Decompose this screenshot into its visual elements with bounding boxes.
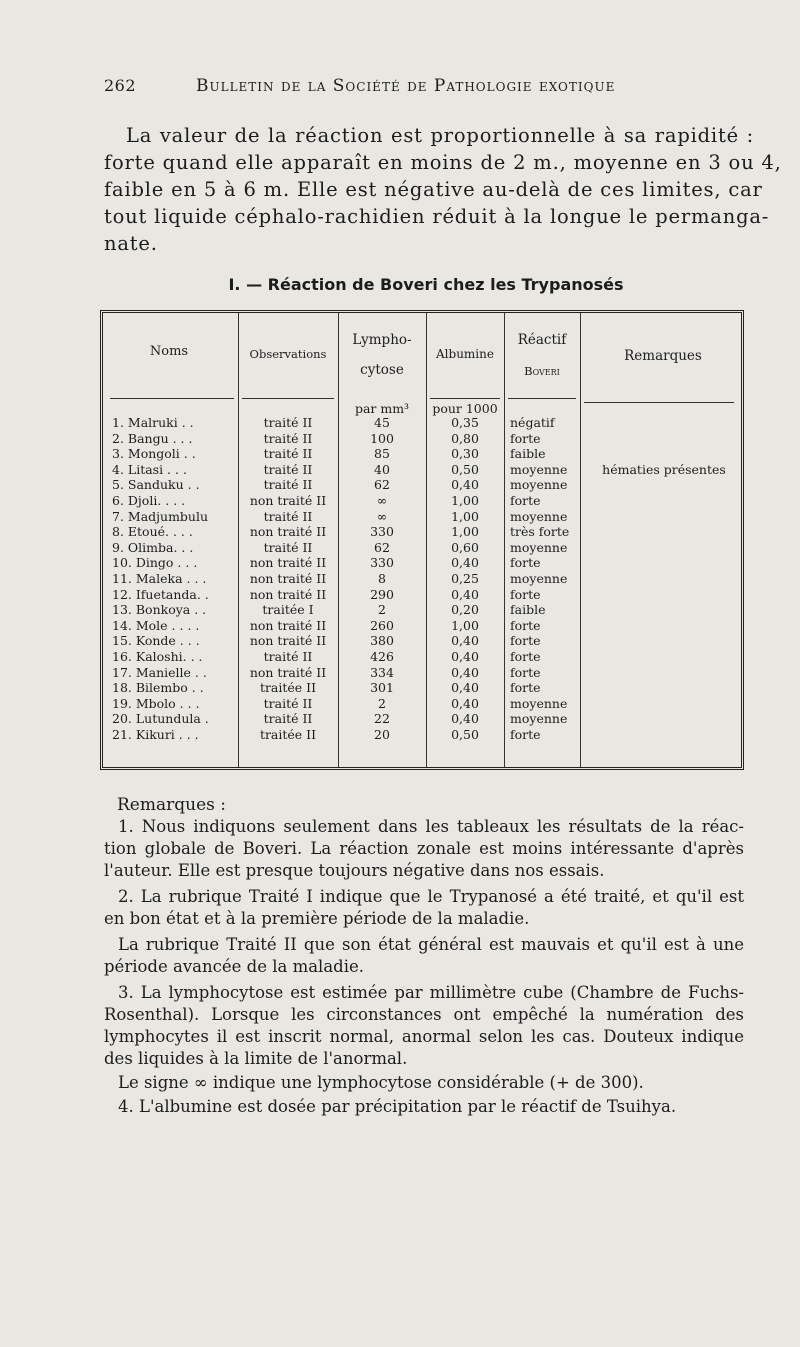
cell-lymphocytose: 62 <box>374 477 390 493</box>
cell-lymphocytose: 290 <box>370 586 394 602</box>
header-noms: Noms <box>149 344 189 359</box>
intro-line: faible en 5 à 6 m. Elle est négative au-delà de ces limites, car <box>104 178 763 201</box>
cell-albumine: 1,00 <box>451 508 479 524</box>
table-row <box>100 446 746 462</box>
intro-line: tout liquide céphalo-rachidien réduit à la longue le permanga- <box>104 205 770 228</box>
note-3 <box>104 982 744 1070</box>
cell-albumine: 0,40 <box>451 711 479 727</box>
table-row <box>100 571 746 587</box>
cell-albumine: 0,40 <box>451 633 479 649</box>
cell-observation: non traité II <box>249 664 327 680</box>
table-row <box>100 680 746 696</box>
cell-reactif: forte <box>510 617 541 633</box>
cell-lymphocytose: 334 <box>370 664 394 680</box>
cell-reactif: très forte <box>510 524 570 540</box>
cell-observation: traité II <box>263 430 313 446</box>
remarques-title: Remarques : <box>117 795 226 815</box>
cell-lymphocytose: 380 <box>370 633 394 649</box>
note-line: La rubrique Traité II que son état général est mauvais et qu'il est à une <box>118 935 744 954</box>
table-row <box>100 618 746 634</box>
cell-lymphocytose: 330 <box>370 524 394 540</box>
note-line: Le signe ∞ indique une lymphocytose considérable (+ de 300). <box>118 1073 644 1092</box>
cell-reactif: moyenne <box>510 461 568 477</box>
unit-albumine: pour 1000 <box>432 401 498 416</box>
note-line: en bon état et à la première période de la maladie. <box>104 909 530 928</box>
cell-lymphocytose: 2 <box>378 695 386 711</box>
cell-albumine: 0,50 <box>451 461 479 477</box>
cell-nom: 15. Konde . . . <box>112 633 200 649</box>
cell-lymphocytose: 20 <box>374 727 390 742</box>
cell-observation: traitée I <box>262 602 314 618</box>
cell-remarques: hématies présentes <box>602 461 726 477</box>
table-row <box>100 711 746 727</box>
note-line: 1. Nous indiquons seulement dans les tableaux les résultats de la réac- <box>118 817 744 836</box>
cell-nom: 21. Kikuri . . . <box>112 727 199 742</box>
cell-observation: traitée II <box>259 680 317 696</box>
note-line: 4. L'albumine est dosée par précipitation par le réactif de Tsuihya. <box>118 1097 677 1116</box>
table-row <box>100 649 746 665</box>
cell-reactif: forte <box>510 727 541 742</box>
cell-nom: 13. Bonkoya . . <box>112 602 207 618</box>
table-row <box>100 462 746 478</box>
cell-albumine: 0,40 <box>451 555 479 571</box>
cell-reactif: moyenne <box>510 539 568 555</box>
cell-lymphocytose: 45 <box>374 415 390 430</box>
cell-nom: 1. Malruki . . <box>112 415 194 430</box>
cell-albumine: 0,50 <box>451 727 479 742</box>
cell-observation: non traité II <box>249 586 327 602</box>
cell-nom: 2. Bangu . . . <box>112 430 193 446</box>
cell-reactif: moyenne <box>510 695 568 711</box>
cell-observation: traité II <box>263 461 313 477</box>
cell-reactif: négatif <box>510 415 555 430</box>
cell-albumine: 0,25 <box>451 571 479 586</box>
note-2 <box>104 886 744 930</box>
cell-nom: 4. Litasi . . . <box>112 461 187 477</box>
cell-albumine: 0,40 <box>451 477 479 493</box>
cell-albumine: 1,00 <box>451 617 479 633</box>
note-line: l'auteur. Elle est presque toujours négative dans nos essais. <box>104 861 605 880</box>
cell-reactif: forte <box>510 586 541 602</box>
header-reactif: Réactif <box>517 332 567 348</box>
table-row <box>100 555 746 571</box>
cell-albumine: 1,00 <box>451 524 479 540</box>
header-remarques: Remarques <box>624 348 702 364</box>
cell-reactif: moyenne <box>510 571 568 586</box>
table-row <box>100 696 746 712</box>
cell-nom: 6. Djoli. . . . <box>112 493 186 508</box>
cell-nom: 19. Mbolo . . . <box>112 695 200 711</box>
note-line: 3. La lymphocytose est estimée par millimètre cube (Chambre de Fuchs- <box>118 983 744 1002</box>
cell-lymphocytose: 260 <box>370 617 394 633</box>
header-lympho: Lympho- <box>352 332 412 348</box>
cell-reactif: forte <box>510 430 541 446</box>
note-4 <box>104 1096 744 1118</box>
cell-nom: 9. Olimba. . . <box>112 539 194 555</box>
cell-lymphocytose: 62 <box>374 539 390 555</box>
cell-albumine: 0,40 <box>451 680 479 696</box>
remarques-notes <box>104 816 744 1118</box>
header-rule <box>430 398 500 399</box>
cell-albumine: 0,35 <box>451 415 479 430</box>
cell-nom: 20. Lutundula . <box>112 711 209 727</box>
cell-nom: 12. Ifuetanda. . <box>112 586 209 602</box>
cell-reactif: forte <box>510 649 541 664</box>
note-line: tion globale de Boveri. La réaction zonale est moins intéressante d'après <box>104 839 744 858</box>
cell-observation: traité II <box>263 508 313 524</box>
cell-lymphocytose: 100 <box>370 430 394 446</box>
table-row <box>100 540 746 556</box>
cell-lymphocytose: 330 <box>370 555 394 571</box>
cell-albumine: 0,30 <box>451 446 479 462</box>
cell-albumine: 0,40 <box>451 664 479 680</box>
table-row <box>100 633 746 649</box>
cell-nom: 16. Kaloshi. . . <box>112 649 203 664</box>
intro-line: La valeur de la réaction est proportionnelle à sa rapidité : <box>126 124 754 147</box>
cell-albumine: 0,80 <box>451 430 479 446</box>
note-2b <box>104 934 744 978</box>
cell-albumine: 1,00 <box>451 493 479 508</box>
note-line: période avancée de la maladie. <box>104 957 365 976</box>
cell-observation: non traité II <box>249 493 327 508</box>
table-row <box>100 602 746 618</box>
note-line: 2. La rubrique Traité I indique que le Trypanosé a été traité, et qu'il est <box>118 887 744 906</box>
running-header <box>104 76 744 102</box>
cell-nom: 7. Madjumbulu <box>112 508 209 524</box>
cell-lymphocytose: 2 <box>378 602 386 618</box>
cell-reactif: forte <box>510 664 541 680</box>
cell-observation: traité II <box>263 711 313 727</box>
cell-lymphocytose: 22 <box>374 711 390 727</box>
cell-observation: traité II <box>263 695 313 711</box>
cell-lymphocytose: 8 <box>378 571 386 586</box>
cell-observation: non traité II <box>249 617 327 633</box>
note-line: lymphocytes il est inscrit normal, anormal selon les cas. Douteux indique <box>104 1027 744 1046</box>
cell-lymphocytose: 85 <box>374 446 390 462</box>
header-albumine: Albumine <box>436 347 494 361</box>
table-row <box>100 493 746 509</box>
cell-nom: 10. Dingo . . . <box>112 555 198 571</box>
unit-lympho: par mm³ <box>354 401 410 416</box>
cell-albumine: 0,40 <box>451 695 479 711</box>
cell-reactif: forte <box>510 633 541 649</box>
header-rule <box>508 398 576 399</box>
note-line: Rosenthal). Lorsque les circonstances ont empêché la numération des <box>104 1005 744 1024</box>
intro-line: nate. <box>104 232 158 255</box>
table-row <box>100 665 746 681</box>
cell-albumine: 0,20 <box>451 602 479 618</box>
cell-observation: non traité II <box>249 571 327 586</box>
table-caption: I. — Réaction de Boveri chez les Trypanosés <box>228 275 624 294</box>
cell-lymphocytose: ∞ <box>376 493 388 508</box>
cell-observation: traité II <box>263 649 313 664</box>
journal-title: Bulletin de la Société de Pathologie exotique <box>196 76 616 96</box>
note-line: des liquides à la limite de l'anormal. <box>104 1049 408 1068</box>
cell-reactif: forte <box>510 680 541 696</box>
cell-observation: non traité II <box>249 555 327 571</box>
page-number: 262 <box>104 76 137 95</box>
header-lympho-2: cytose <box>360 362 404 378</box>
cell-observation: traitée II <box>259 727 317 742</box>
cell-lymphocytose: ∞ <box>376 508 388 524</box>
cell-nom: 11. Maleka . . . <box>112 571 207 586</box>
cell-observation: traité II <box>263 539 313 555</box>
cell-reactif: moyenne <box>510 508 568 524</box>
header-boveri: Boveri <box>524 364 560 378</box>
table-row <box>100 431 746 447</box>
cell-nom: 3. Mongoli . . <box>112 446 196 462</box>
cell-reactif: forte <box>510 555 541 571</box>
cell-lymphocytose: 40 <box>374 461 390 477</box>
cell-albumine: 0,40 <box>451 586 479 602</box>
cell-reactif: moyenne <box>510 477 568 493</box>
cell-reactif: faible <box>510 446 546 462</box>
note-1 <box>104 816 744 882</box>
cell-observation: traité II <box>263 477 313 493</box>
table-row <box>100 477 746 493</box>
cell-nom: 5. Sanduku . . <box>112 477 200 493</box>
header-rule <box>110 398 234 399</box>
cell-nom: 8. Etoué. . . . <box>112 524 193 540</box>
cell-observation: traité II <box>263 415 313 430</box>
cell-nom: 17. Manielle . . <box>112 664 207 680</box>
cell-reactif: forte <box>510 493 541 508</box>
table-row <box>100 587 746 603</box>
cell-observation: non traité II <box>249 524 327 540</box>
header-observations: Observations <box>249 347 327 361</box>
results-table <box>100 310 746 772</box>
table-row <box>100 509 746 525</box>
note-3b <box>104 1072 744 1094</box>
header-rule <box>584 402 734 403</box>
cell-nom: 18. Bilembo . . <box>112 680 204 696</box>
table-row <box>100 524 746 540</box>
cell-lymphocytose: 426 <box>370 649 394 664</box>
cell-reactif: moyenne <box>510 711 568 727</box>
table-row <box>100 415 746 431</box>
intro-line: forte quand elle apparaît en moins de 2 m., moyenne en 3 ou 4, <box>104 151 782 174</box>
header-rule <box>242 398 334 399</box>
cell-reactif: faible <box>510 602 546 618</box>
cell-observation: non traité II <box>249 633 327 649</box>
table-row <box>100 727 746 743</box>
cell-nom: 14. Mole . . . . <box>112 617 200 633</box>
cell-albumine: 0,40 <box>451 649 479 664</box>
intro-paragraph <box>104 122 782 257</box>
cell-observation: traité II <box>263 446 313 462</box>
cell-albumine: 0,60 <box>451 539 479 555</box>
cell-lymphocytose: 301 <box>370 680 394 696</box>
